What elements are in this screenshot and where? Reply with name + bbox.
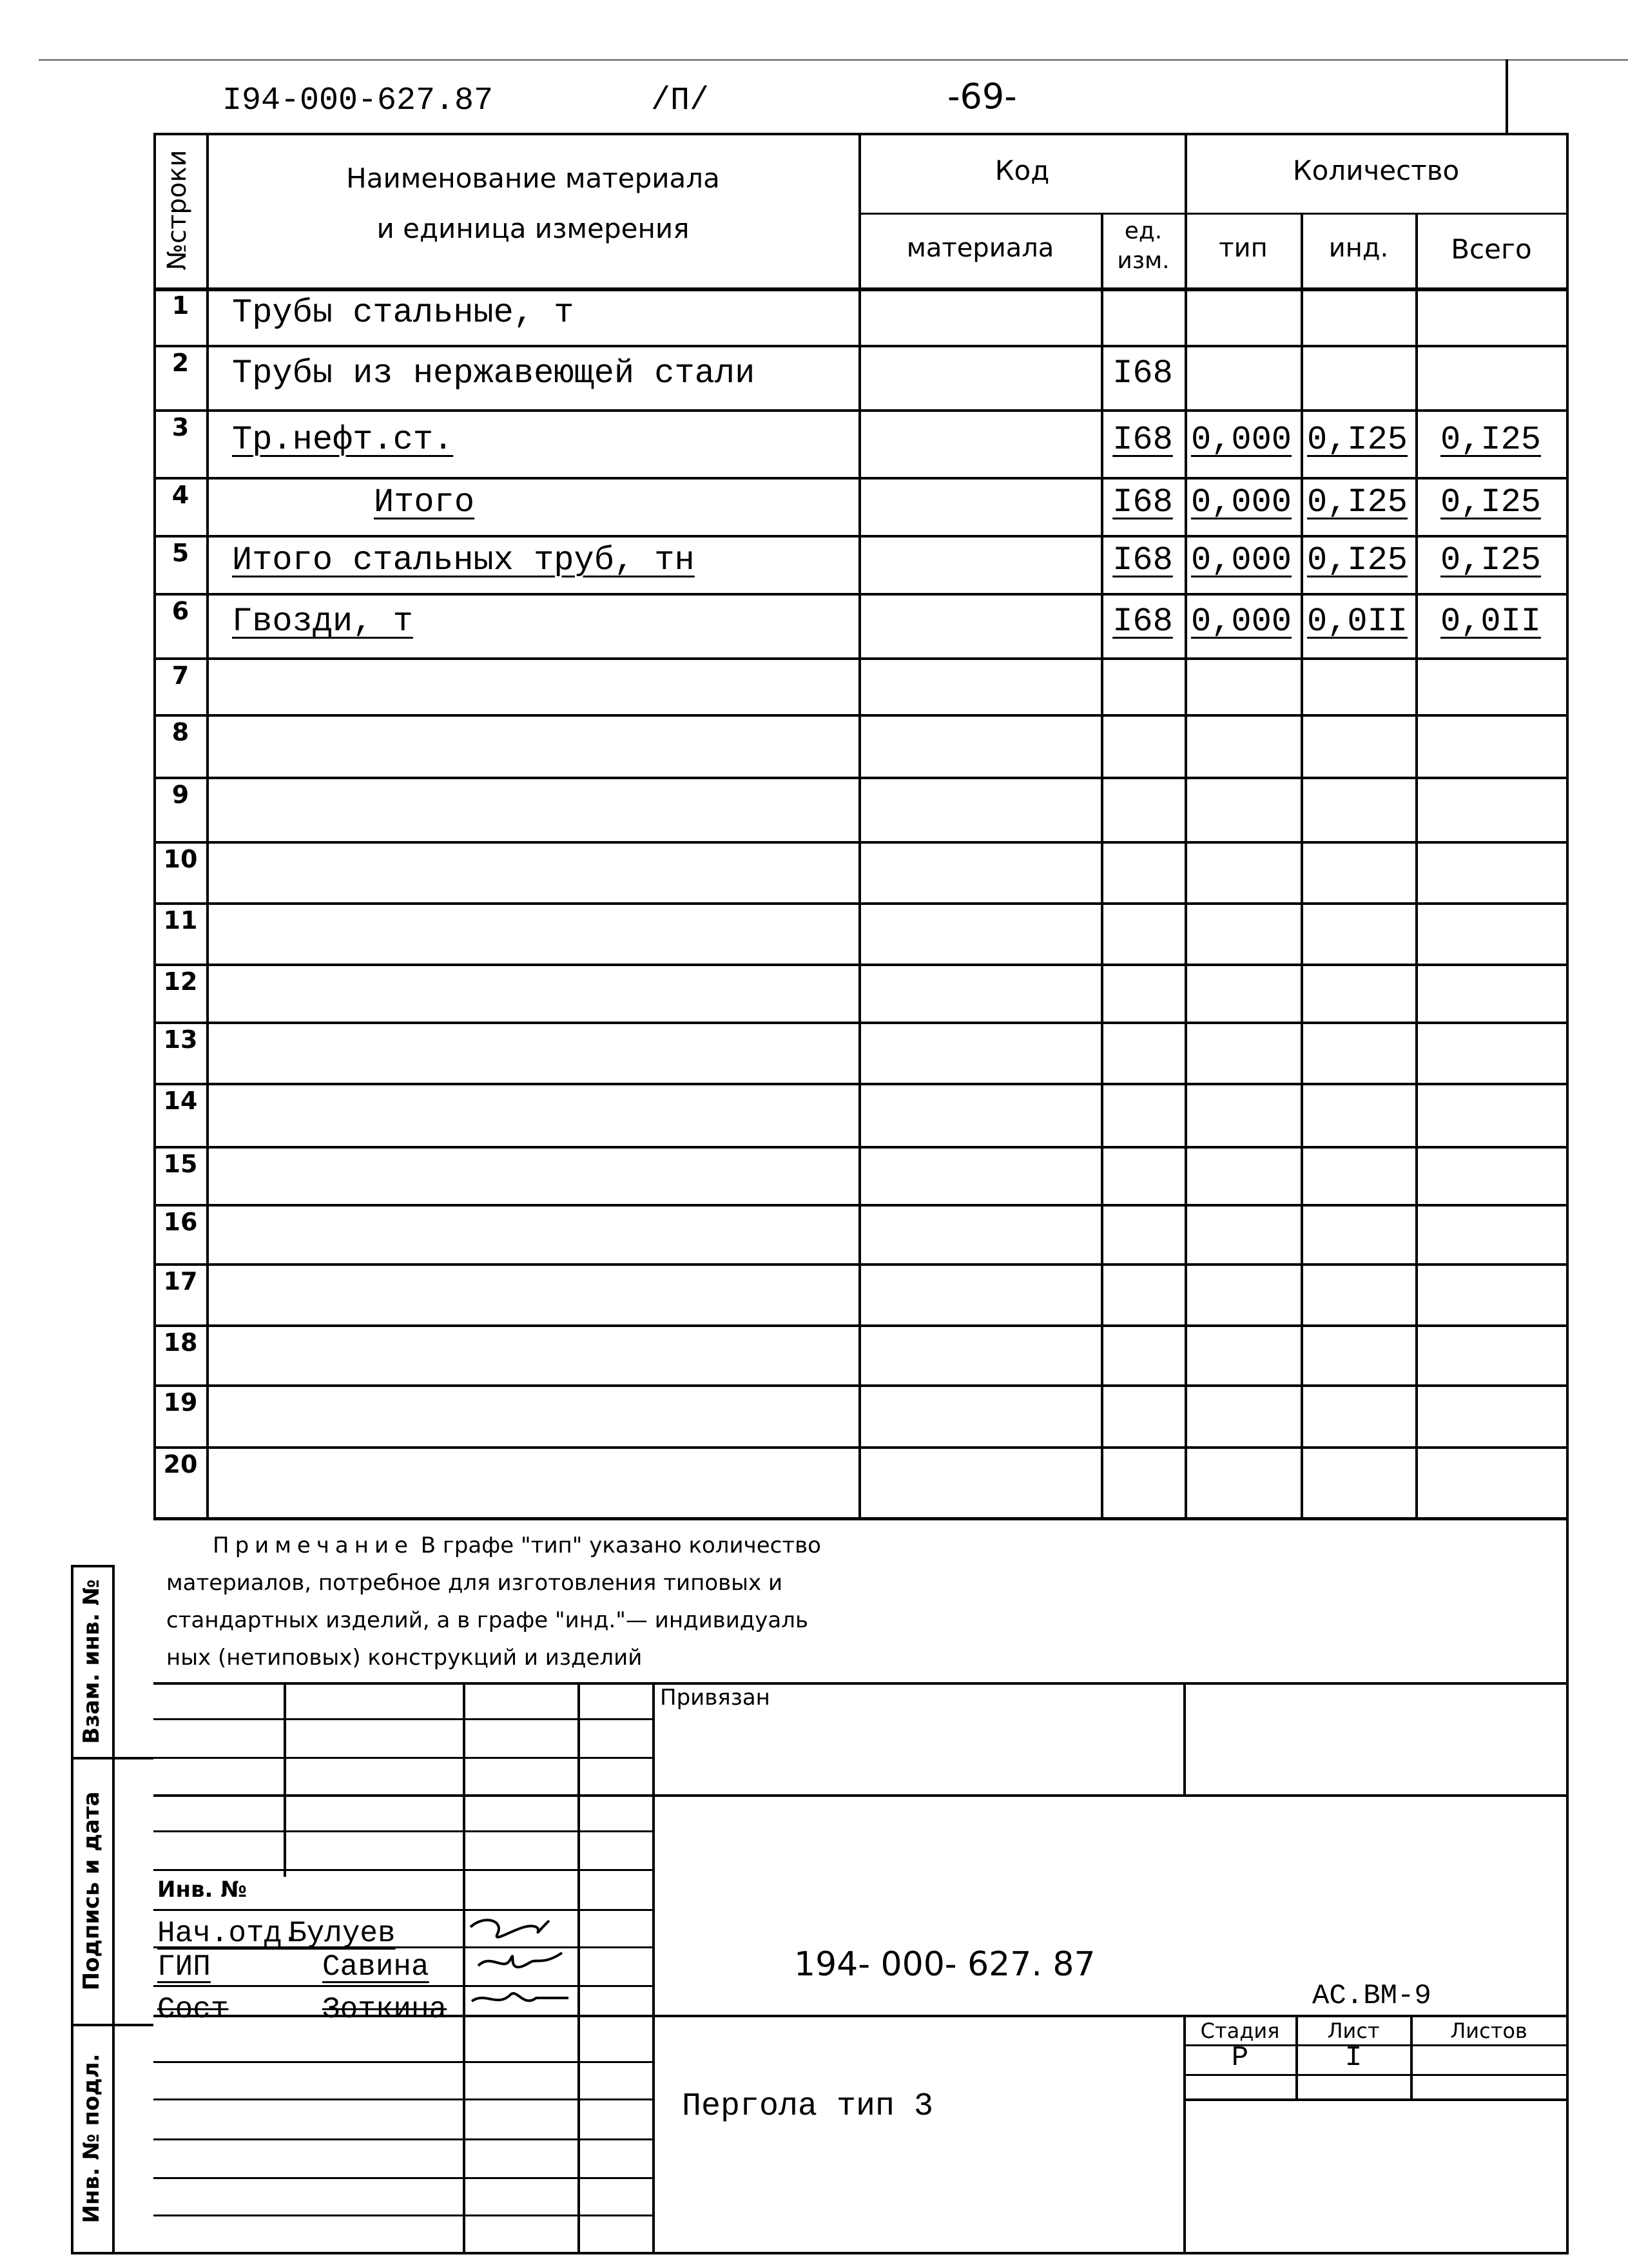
header-name-line1: Наименование материала (346, 162, 720, 194)
stamp-col-a (284, 1682, 286, 1877)
cell-name: Трубы стальные, т (232, 293, 574, 332)
column-divider-kod (858, 133, 861, 1518)
header-izm: изм. (1117, 247, 1170, 274)
row-divider (153, 1263, 1569, 1266)
role-gip: ГИП (157, 1950, 211, 1984)
row-number: 6 (171, 597, 189, 625)
privyazan-label: Привязан (660, 1685, 770, 1711)
row-number: 19 (163, 1388, 198, 1417)
cell-ed: I68 (1112, 541, 1173, 579)
signature-zotkina (472, 1993, 568, 2001)
row-divider (153, 902, 1569, 905)
header-name-line2: и единица измерения (376, 213, 690, 244)
note-lead: Примечание (213, 1533, 414, 1558)
cell-ed: I68 (1112, 354, 1173, 393)
row-divider (153, 1083, 1569, 1085)
header-kolichestvo: Количество (1292, 155, 1460, 186)
sheet-code: АС.ВМ-9 (1312, 1980, 1431, 2012)
row-divider (153, 535, 1569, 538)
side-strip-divider (112, 1565, 115, 2252)
cell-ind: 0,I25 (1306, 420, 1408, 459)
cell-ed: I68 (1112, 483, 1173, 521)
row-number: 11 (163, 906, 198, 935)
header-kod: Код (994, 155, 1050, 186)
column-divider-tip (1185, 133, 1187, 1518)
cell-tip: 0,000 (1190, 541, 1292, 579)
note-line3: стандартных изделий, а в графе "инд."— индивидуаль (166, 1607, 809, 1633)
stamp-col-d (652, 1682, 655, 2252)
side-label-podpis (72, 1759, 111, 2022)
stamp-top-line (153, 1682, 1569, 1685)
row-number: 7 (171, 661, 189, 690)
stamp-row-15 (153, 2138, 654, 2140)
scan-edge-vertical (1506, 59, 1508, 133)
cell-tip: 0,000 (1190, 603, 1292, 641)
name-buluev: Булуев (289, 1917, 396, 1950)
row-divider (153, 1146, 1569, 1149)
note-line2: материалов, потребное для изготовления типовых и (166, 1570, 783, 1596)
stamp-row-5 (153, 1869, 654, 1871)
note-line4: ных (нетиповых) конструкций и изделий (166, 1645, 643, 1671)
cell-ed: I68 (1112, 603, 1173, 641)
listov-label: Листов (1450, 2019, 1527, 2043)
row-divider (153, 477, 1569, 480)
header-top-line (153, 133, 1569, 135)
row-number: 20 (163, 1450, 198, 1478)
header-tip: тип (1219, 233, 1268, 263)
cell-name: Тр.нефт.ст. (232, 420, 454, 459)
column-divider-ed (1101, 213, 1103, 1518)
cell-vsego: 0,I25 (1440, 483, 1542, 521)
row-number: 14 (163, 1087, 198, 1115)
row-number: 13 (163, 1025, 198, 1054)
stamp-row-12 (1183, 2074, 1567, 2076)
stamp-row-17 (153, 2215, 654, 2216)
row-divider (153, 1022, 1569, 1024)
table-border-left (153, 133, 156, 1518)
stamp-row-14 (153, 2098, 654, 2100)
signature-buluev (470, 1920, 549, 1937)
stamp-row-3 (153, 1794, 1569, 1797)
header-ed: ед. (1124, 218, 1163, 244)
row-divider (153, 1384, 1569, 1387)
role-sost: Сост (157, 1993, 229, 2026)
row-divider (153, 714, 1569, 717)
name-zotkina: Зоткина (322, 1993, 447, 2026)
cell-vsego: 0,I25 (1440, 541, 1542, 579)
cell-name: Итого (374, 483, 475, 521)
page-bottom-line (71, 2252, 1569, 2254)
header-vsego: Всего (1451, 233, 1532, 265)
cell-ind: 0,0II (1306, 603, 1408, 641)
stamp-col-e (1183, 1682, 1186, 1794)
side-label-podpis-text: Подпись и дата (79, 1791, 104, 1991)
side-label-inv-podl-text: Инв. № подл. (79, 2053, 104, 2224)
stadiya-label: Стадия (1200, 2019, 1280, 2043)
signatures (465, 1901, 575, 2017)
row-number: 2 (171, 349, 189, 377)
note-line1-rest: В графе "тип" указано количество (413, 1533, 821, 1558)
table-bottom-line (153, 1517, 1569, 1520)
signature-savina (478, 1953, 562, 1967)
row-divider (153, 345, 1569, 347)
stamp-row-8 (153, 1985, 654, 1987)
cell-vsego: 0,0II (1440, 603, 1542, 641)
inv-no-label: Инв. № (157, 1877, 247, 1903)
stamp-col-c (577, 1682, 580, 2252)
row-number: 16 (163, 1208, 198, 1236)
scan-edge (39, 59, 1628, 61)
top-document-suffix: /П/ (651, 82, 710, 119)
table-border-right (1566, 133, 1569, 2253)
row-divider (153, 657, 1569, 660)
row-number: 9 (171, 780, 189, 809)
stadiya-value: Р (1231, 2042, 1249, 2074)
row-number: 3 (171, 413, 189, 441)
column-divider-vsego (1415, 213, 1418, 1518)
header-mid-line (858, 213, 1569, 215)
column-divider-rownum (206, 133, 209, 1518)
name-savina: Савина (322, 1950, 429, 1984)
column-divider-ind (1301, 213, 1303, 1518)
row-divider (153, 1446, 1569, 1449)
row-number: 18 (163, 1328, 198, 1357)
row-divider (153, 1204, 1569, 1207)
role-nach-otd: Нач.отд. (157, 1917, 300, 1950)
header-bottom-line (153, 287, 1569, 291)
note-line1 (213, 1533, 821, 1558)
stamp-row-13 (1183, 2098, 1567, 2101)
cell-name: Трубы из нержавеющей стали (232, 354, 755, 393)
cell-tip: 0,000 (1190, 483, 1292, 521)
row-divider (153, 777, 1569, 779)
cell-tip: 0,000 (1190, 420, 1292, 459)
stamp-row-2 (153, 1757, 654, 1759)
side-label-vzam (72, 1567, 111, 1756)
side-label-vzam-text: Взам. инв. № (79, 1579, 104, 1744)
row-number: 4 (171, 481, 189, 509)
stamp-row-10 (153, 2061, 654, 2063)
cell-ind: 0,I25 (1306, 541, 1408, 579)
cell-name: Итого стальных труб, тн (232, 541, 695, 579)
row-number: 1 (171, 291, 189, 320)
drawing-title: Пергола тип 3 (682, 2088, 934, 2125)
row-divider (153, 1324, 1569, 1327)
row-number: 15 (163, 1150, 198, 1178)
row-number: 17 (163, 1267, 198, 1295)
row-divider (153, 964, 1569, 966)
header-rownum (162, 134, 201, 286)
cell-name: Гвозди, т (232, 603, 413, 641)
stamp-row-6 (153, 1909, 654, 1911)
row-divider (153, 593, 1569, 596)
header-ind: инд. (1328, 233, 1389, 263)
cell-ind: 0,I25 (1306, 483, 1408, 521)
stamp-row-16 (153, 2177, 654, 2179)
top-document-code: I94-000-627.87 (222, 82, 494, 119)
list-value: I (1344, 2042, 1362, 2074)
page-number: -69- (947, 76, 1017, 117)
row-divider (153, 409, 1569, 412)
row-number: 10 (163, 845, 198, 873)
doc-code: 194- 000- 627. 87 (794, 1945, 1096, 1984)
stamp-row-1 (153, 1718, 654, 1720)
header-rownum-label: №строки (162, 150, 192, 271)
header-materiala: материала (906, 233, 1054, 263)
cell-ed: I68 (1112, 420, 1173, 459)
row-number: 5 (171, 539, 189, 567)
row-divider (153, 841, 1569, 844)
stamp-row-4 (153, 1830, 654, 1832)
row-number: 12 (163, 967, 198, 996)
side-label-inv-podl (72, 2026, 111, 2251)
cell-vsego: 0,I25 (1440, 420, 1542, 459)
row-number: 8 (171, 718, 189, 746)
list-label: Лист (1327, 2019, 1380, 2043)
